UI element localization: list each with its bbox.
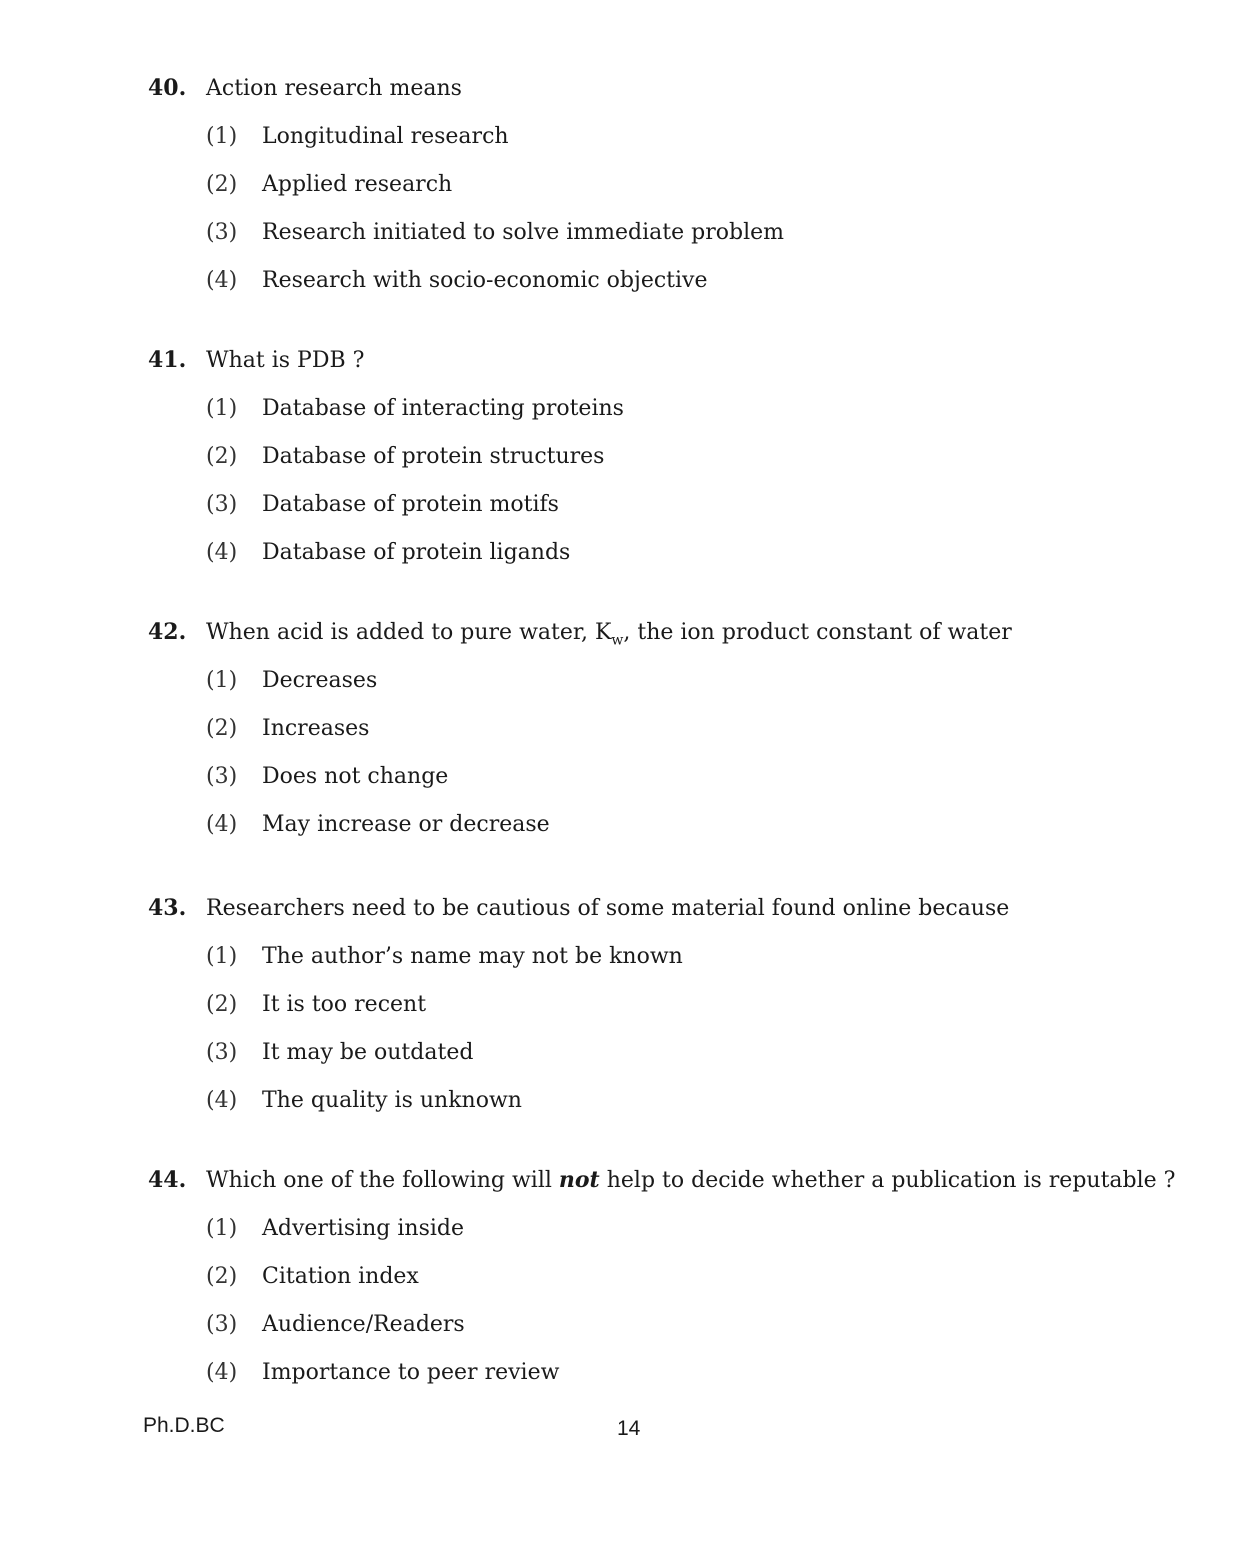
question-number: 44. — [148, 1167, 187, 1193]
option-number: (4) — [206, 540, 238, 565]
question-text-part: help to decide whether a publication is reputable ? — [599, 1168, 1176, 1193]
option-number: (1) — [206, 944, 238, 969]
page-number: 14 — [617, 1417, 641, 1440]
option-2 — [206, 715, 1148, 743]
option-text: Does not change — [262, 764, 449, 789]
question-text-part: , the ion product constant of water — [623, 620, 1012, 645]
question-number: 42. — [148, 619, 187, 645]
option-list — [148, 943, 1148, 1115]
option-1 — [206, 395, 1148, 423]
option-3 — [206, 763, 1148, 791]
option-3 — [206, 1039, 1148, 1067]
question-text — [206, 619, 1148, 647]
option-text: Research initiated to solve immediate problem — [262, 220, 784, 245]
option-text: Audience/Readers — [262, 1312, 465, 1337]
question-number: 43. — [148, 895, 187, 921]
option-list — [148, 667, 1148, 839]
option-3 — [206, 219, 1148, 247]
option-text: Increases — [262, 716, 370, 741]
option-1 — [206, 123, 1148, 151]
question-42 — [148, 618, 1148, 839]
option-text: Applied research — [262, 172, 453, 197]
option-number: (4) — [206, 1088, 238, 1113]
paper-code: Ph.D.BC — [143, 1414, 225, 1437]
option-list — [148, 123, 1148, 295]
question-text-part: Which one of the following will — [206, 1168, 559, 1193]
option-text: It is too recent — [262, 992, 427, 1017]
option-text: Research with socio-economic objective — [262, 268, 708, 293]
emphasis-not: not — [558, 1167, 600, 1193]
option-number: (3) — [206, 492, 238, 517]
option-number: (2) — [206, 444, 238, 469]
option-2 — [206, 171, 1148, 199]
option-number: (1) — [206, 124, 238, 149]
option-number: (2) — [206, 716, 238, 741]
option-number: (4) — [206, 268, 238, 293]
question-text: What is PDB ? — [206, 348, 365, 373]
option-text: The quality is unknown — [262, 1088, 522, 1113]
option-number: (3) — [206, 1040, 238, 1065]
option-list — [148, 395, 1148, 567]
option-text: The author’s name may not be known — [262, 944, 683, 969]
option-number: (3) — [206, 764, 238, 789]
option-text: Database of protein motifs — [262, 492, 559, 517]
option-number: (1) — [206, 668, 238, 693]
question-number: 40. — [148, 75, 187, 101]
option-number: (4) — [206, 1360, 238, 1385]
option-4 — [206, 539, 1148, 567]
option-text: Importance to peer review — [262, 1360, 560, 1385]
option-number: (4) — [206, 812, 238, 837]
option-number: (1) — [206, 1216, 238, 1241]
option-3 — [206, 1311, 1148, 1339]
option-text: May increase or decrease — [262, 812, 550, 837]
option-text: Database of protein ligands — [262, 540, 571, 565]
question-44 — [148, 1166, 1176, 1387]
option-4 — [206, 267, 1148, 295]
option-number: (3) — [206, 1312, 238, 1337]
question-41 — [148, 346, 1148, 567]
option-number: (2) — [206, 1264, 238, 1289]
option-2 — [206, 443, 1148, 471]
option-4 — [206, 811, 1148, 839]
option-1 — [206, 667, 1148, 695]
option-text: Longitudinal research — [262, 124, 509, 149]
question-43 — [148, 894, 1148, 1115]
option-text: Advertising inside — [262, 1216, 465, 1241]
option-list — [148, 1215, 1148, 1387]
question-text-part: When acid is added to pure water, K — [206, 620, 612, 645]
option-number: (2) — [206, 992, 238, 1017]
option-1 — [206, 1215, 1148, 1243]
question-text: Action research means — [206, 76, 462, 101]
option-text: Citation index — [262, 1264, 419, 1289]
option-text: It may be outdated — [262, 1040, 474, 1065]
option-text: Decreases — [262, 668, 378, 693]
question-text: Researchers need to be cautious of some material found online because — [206, 896, 1010, 921]
option-2 — [206, 991, 1148, 1019]
question-text — [206, 1166, 1175, 1195]
option-number: (3) — [206, 220, 238, 245]
question-40 — [148, 74, 1148, 295]
option-4 — [206, 1359, 1148, 1387]
option-text: Database of protein structures — [262, 444, 605, 469]
option-number: (1) — [206, 396, 238, 421]
option-2 — [206, 1263, 1148, 1291]
option-3 — [206, 491, 1148, 519]
option-number: (2) — [206, 172, 238, 197]
question-number: 41. — [148, 347, 187, 373]
option-text: Database of interacting proteins — [262, 396, 624, 421]
subscript: w — [611, 632, 624, 649]
option-1 — [206, 943, 1148, 971]
option-4 — [206, 1087, 1148, 1115]
